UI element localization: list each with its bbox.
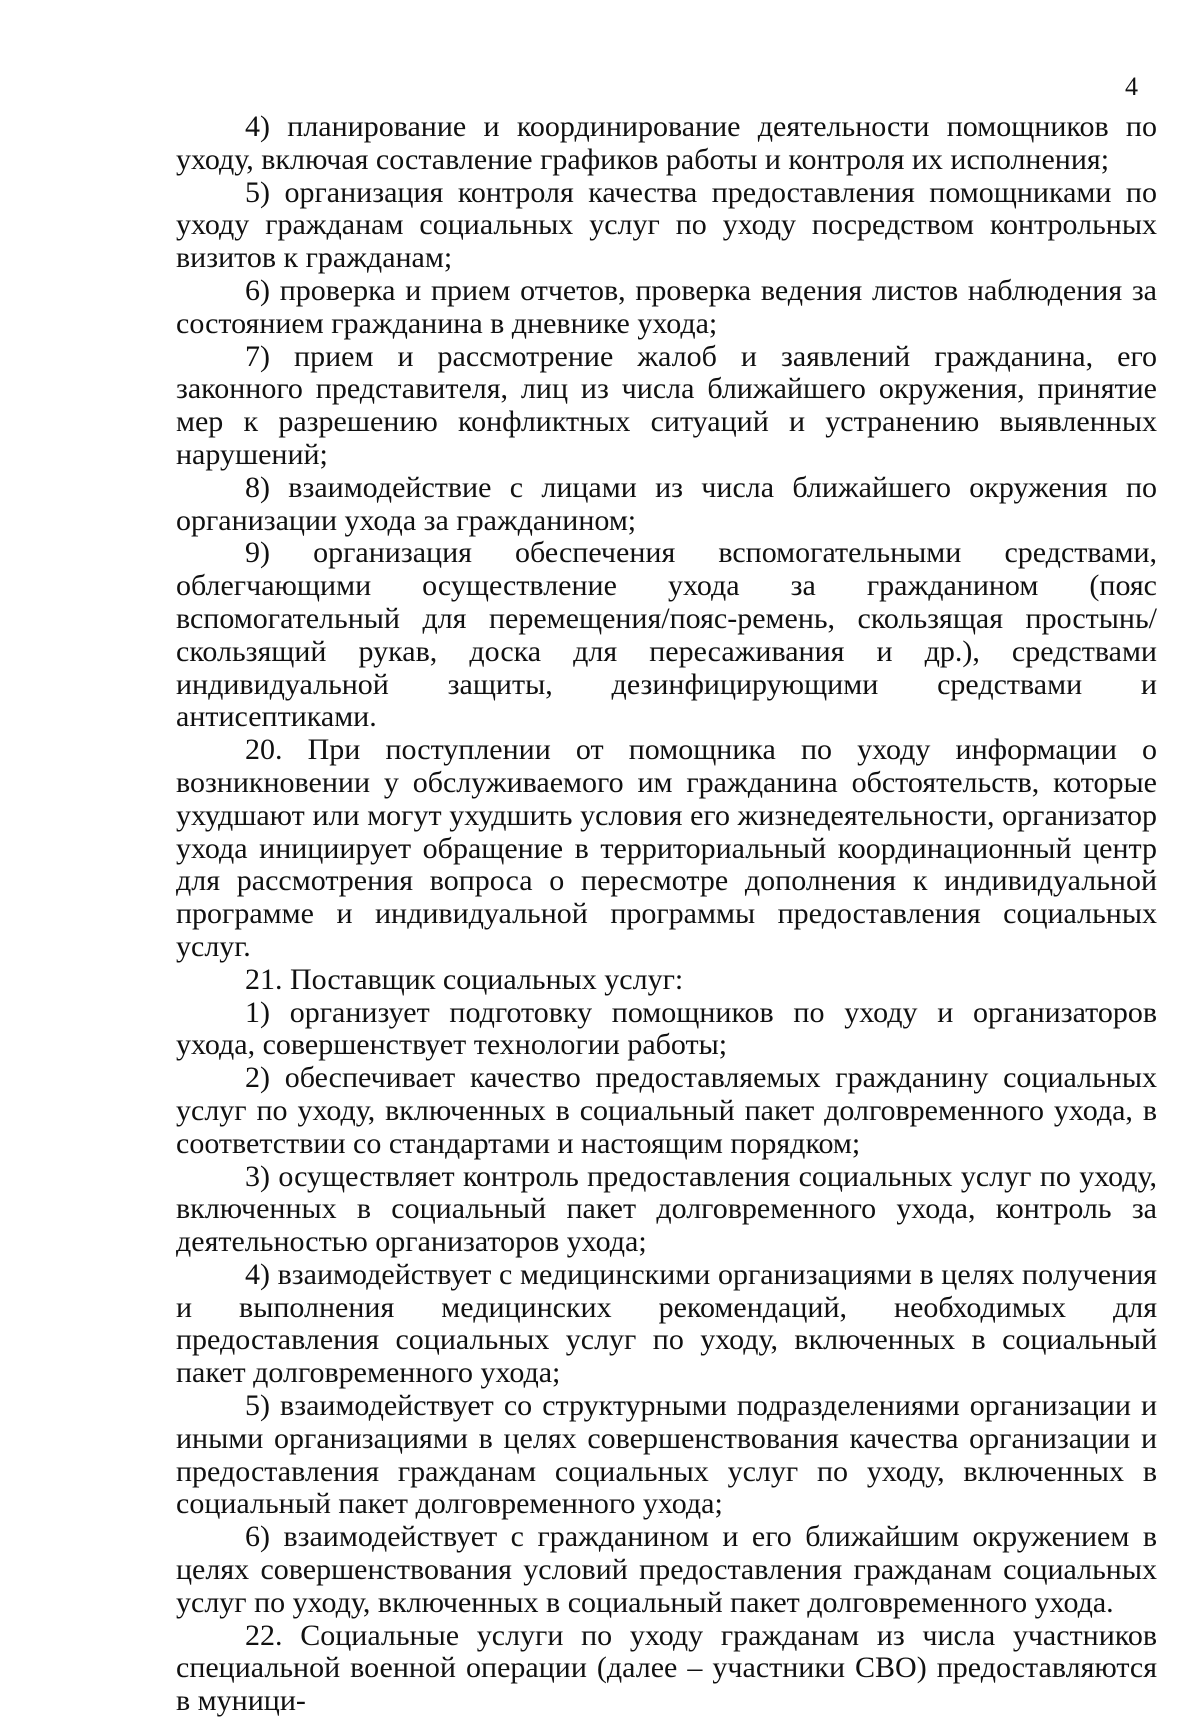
document-body <box>176 111 1157 1718</box>
paragraph-21-item-1: 1) организует подготовку помощников по уходу и организаторов ухода, совершенствует технологии работы; <box>176 995 1157 1062</box>
paragraph-item-5-quality-control: 5) организация контроля качества предоставления помощниками по уходу гражданам социальных услуг по уходу посредством контрольных визитов к гражданам; <box>176 175 1157 275</box>
paragraph-section-21: 21. Поставщик социальных услуг: <box>245 962 684 996</box>
paragraph-item-9-aids: 9) организация обеспечения вспомогательными средствами, облегчающими осуществление ухода за гражданином (пояс вспомогательный для перемещения/пояс-ремень, скользящая простынь/скользящий рукав, доска для пересаживания и др.), средствами индивидуальной защиты, дезинфицирующими средствами и антисептиками. <box>176 536 1157 734</box>
paragraph-section-22: 22. Социальные услуги по уходу гражданам из числа участников специальной военной операции (далее – участники СВО) предоставляются в муници- <box>176 1618 1157 1718</box>
page-number: 4 <box>1125 72 1138 101</box>
paragraph-item-8-interaction: 8) взаимодействие с лицами из числа ближайшего окружения по организации ухода за гражданином; <box>176 470 1157 537</box>
paragraph-21-item-3: 3) осуществляет контроль предоставления социальных услуг по уходу, включенных в социальный пакет долговременного ухода, контроль за деятельностью организаторов ухода; <box>176 1159 1157 1259</box>
paragraph-item-4-planning: 4) планирование и координирование деятельности помощников по уходу, включая составление графиков работы и контроля их исполнения; <box>176 110 1157 176</box>
paragraph-21-item-6: 6) взаимодействует с гражданином и его ближайшим окружением в целях совершенствования условий предоставления гражданам социальных услуг по уходу, включенных в социальный пакет долговременного ухода. <box>176 1520 1157 1619</box>
paragraph-item-7-complaints: 7) прием и рассмотрение жалоб и заявлений гражданина, его законного представителя, лиц из числа ближайшего окружения, принятие мер к разрешению конфликтных ситуаций и устранению выявленных нарушений; <box>176 339 1157 471</box>
paragraph-section-20: 20. При поступлении от помощника по уходу информации о возникновении у обслуживаемого им гражданина обстоятельств, которые ухудшают или могут ухудшить условия его жизнедеятельности, организатор ухода инициирует обращение в территориальный координационный центр для рассмотрения вопроса о пересмотре дополнения к индивидуальной программе и индивидуальной программы предоставления социальных услуг. <box>176 733 1157 963</box>
paragraph-21-item-2: 2) обеспечивает качество предоставляемых гражданину социальных услуг по уходу, включенных в социальный пакет долговременного ухода, в соответствии со стандартами и настоящим порядком; <box>176 1061 1157 1160</box>
paragraph-21-item-4: 4) взаимодействует с медицинскими организациями в целях получения и выполнения медицинских рекомендаций, необходимых для предоставления социальных услуг по уходу, включенных в социальный пакет долговременного ухода; <box>176 1257 1157 1390</box>
paragraph-item-6-reports-check: 6) проверка и прием отчетов, проверка ведения листов наблюдения за состоянием гражданина в дневнике ухода; <box>176 273 1157 340</box>
paragraph-21-item-5: 5) взаимодействует со структурными подразделениями организации и иными организациями в целях совершенствования качества организации и предоставления гражданам социальных услуг по уходу, включенных в социальный пакет долговременного ухода; <box>176 1389 1157 1521</box>
